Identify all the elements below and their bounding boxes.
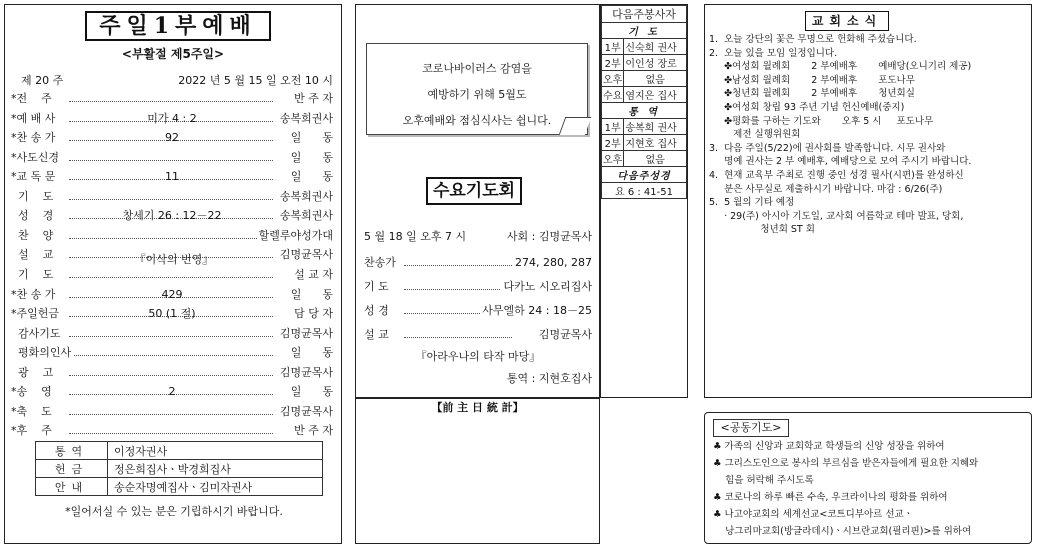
service-info-row: [11, 73, 333, 89]
wednesday-date-row: [364, 229, 592, 245]
order-row: [11, 423, 333, 439]
wednesday-interpreter: 통역 : 지현호집사: [506, 372, 592, 385]
order-row: [11, 404, 333, 420]
news-line: 5. 5 월의 기타 예정: [709, 197, 795, 209]
order-row: [11, 267, 333, 283]
dotted-leader: [69, 414, 273, 415]
wednesday-label: 찬송가: [364, 256, 396, 269]
order-label: *축 도: [11, 404, 52, 418]
news-line: 분은 사무실로 제출하시기 바랍니다. 마감 : 6/26(주): [709, 183, 943, 195]
wednesday-row: [364, 327, 592, 343]
news-line: ✤청년회 월례회 2 부예배후 청년회실: [709, 88, 915, 100]
notice-line: 예방하기 위해 5월도: [427, 88, 527, 101]
wednesday-value: 사무엘하 24 : 18－25: [482, 304, 592, 317]
wednesday-title: 수요기도회: [426, 177, 522, 205]
order-label: *전 주: [11, 92, 52, 105]
servant-name: 지현호 집사: [624, 135, 687, 151]
next-scripture: 요 6 : 41-51: [602, 183, 687, 199]
bulletin-subtitle: <부활절 제5주일>: [121, 47, 225, 61]
order-label: 평화의인사: [11, 346, 72, 359]
order-row: [11, 169, 333, 185]
credit-label: 안내: [36, 478, 108, 496]
servant-row: [602, 151, 687, 167]
order-person: 김명균목사: [279, 248, 333, 261]
order-row: [11, 150, 333, 166]
news-line: 청년회 ST 회: [709, 224, 815, 236]
prayer-line: 낭그리마교회(방글라데시)ㆍ시브란교회(필리핀)>를 위하여: [713, 526, 972, 537]
order-person: 송복희권사: [279, 111, 333, 125]
order-row: [11, 91, 333, 107]
servant-name: 없음: [624, 151, 687, 167]
order-label: *예 배 사: [11, 111, 56, 125]
servant-name: 이인성 장로: [624, 55, 687, 71]
order-label: *찬 송 가: [11, 287, 56, 301]
order-detail: 2: [168, 385, 176, 398]
servant-label: 2부: [602, 135, 624, 151]
servant-label: 오후: [602, 71, 624, 87]
notice-line: 오후예배와 점심식사는 쉽니다.: [402, 114, 552, 127]
dotted-leader: [69, 199, 273, 200]
prayer-line: ♣ 그리스도인으로 봉사의 부르심을 받은자들에게 필요한 지혜와: [713, 458, 979, 469]
scripture-heading: 다음주성경: [602, 167, 687, 183]
wednesday-row: [364, 303, 592, 319]
servant-label: 2부: [602, 55, 624, 71]
weekly-report-title: 【前 主 日 統 計】: [431, 401, 524, 414]
order-row: [11, 384, 333, 400]
order-person: 일 동: [290, 385, 333, 398]
news-line: ✤여성회 창립 93 주년 기념 헌신예배(중지): [709, 102, 905, 113]
servant-row: [602, 39, 687, 55]
wednesday-value: 김명균목사: [538, 328, 592, 341]
dotted-leader: [69, 336, 273, 337]
dotted-leader: [69, 355, 273, 356]
credit-value: 이정자권사: [108, 442, 323, 460]
credit-label: 통역: [36, 442, 108, 460]
wednesday-label: 기 도: [364, 280, 389, 293]
order-person: 설 교 자: [294, 268, 333, 281]
dotted-leader: [404, 289, 512, 290]
dotted-leader: [69, 101, 273, 102]
servant-row: [602, 55, 687, 71]
servant-label: 1부: [602, 119, 624, 135]
church-news-panel: [704, 4, 1032, 398]
prayer-line: ♣ 나고야교회의 세계선교<코트디부아르 선교ㆍ: [713, 509, 913, 520]
covid-notice: [366, 43, 588, 135]
dotted-leader: [404, 337, 512, 338]
dotted-leader: [69, 433, 273, 434]
order-row: [11, 287, 333, 303]
prayer-heading: 기 도: [602, 23, 687, 39]
servant-name: 없음: [624, 71, 687, 87]
dotted-leader: [69, 277, 273, 278]
servant-label: 1부: [602, 39, 624, 55]
order-person: 송복희권사: [279, 189, 333, 203]
order-person: 할렐루야성가대: [258, 228, 333, 242]
prayer-line: 힘을 허락해 주시도록: [713, 475, 814, 486]
order-detail: 11: [165, 170, 179, 183]
news-line: ✤평화를 구하는 기도와 오후 5 시 포도나무: [709, 115, 934, 127]
credit-row: [36, 460, 323, 478]
wednesday-date: 5 월 18 일 오후 7 시: [364, 230, 467, 243]
order-person: 반 주 자: [294, 92, 333, 105]
order-row: [11, 345, 333, 361]
order-label: *교 독 문: [11, 170, 56, 183]
order-person: 일 동: [290, 150, 333, 164]
order-label: 감사기도: [11, 326, 61, 340]
order-label: 기 도: [11, 268, 54, 281]
prayer-line: ♣ 코로나의 하루 빠른 수속, 우크라이나의 평화를 위하여: [713, 492, 948, 503]
order-label: 설 교: [11, 248, 54, 261]
news-line: · 29(주) 아시아 기도일, 교사회 여름학교 테마 발표, 당회,: [709, 210, 964, 222]
order-person: 김명균목사: [279, 326, 333, 340]
news-line: 2. 오늘 있을 모임 일정입니다.: [709, 47, 838, 59]
news-line: ✤남성회 월례회 2 부예배후 포도나무: [709, 74, 915, 86]
wednesday-leader: 사회 : 김명균목사: [506, 230, 592, 243]
credits-table: [35, 441, 323, 496]
order-detail: 창세기 26 : 12－22: [122, 209, 222, 222]
news-line: ✤여성회 월례회 2 부예배후 예배당(오니기리 제공): [709, 61, 972, 73]
servant-label: 수요: [602, 87, 624, 103]
order-label: *찬 송 가: [11, 131, 56, 144]
wednesday-row: [364, 255, 592, 271]
servant-name: 신숙희 권사: [624, 39, 687, 55]
news-line: 1. 오늘 강단의 꽃은 무명으로 헌화해 주셨습니다.: [709, 34, 917, 45]
order-person: 반 주 자: [294, 424, 333, 437]
notice-line: 코로나바이러스 감염을: [422, 62, 532, 75]
news-line: 명예 권사는 2 부 예배후, 예배당으로 모여 주시기 바랍니다.: [709, 156, 972, 168]
credit-label: 헌금: [36, 460, 108, 478]
order-row: [11, 306, 333, 322]
order-label: 성 경: [11, 209, 54, 222]
news-title: 교회소식: [805, 11, 889, 31]
wednesday-label: 설 교: [364, 328, 389, 341]
dotted-leader: [69, 375, 273, 376]
order-row: [11, 130, 333, 146]
weekly-report-panel: [355, 398, 600, 544]
wednesday-value: 274, 280, 287: [515, 256, 592, 269]
wednesday-value: 다카노 시오리집사: [503, 280, 592, 293]
interp-heading: 통 역: [602, 103, 687, 119]
order-detail: 92: [165, 131, 179, 144]
servant-row: [602, 71, 687, 87]
order-person: 김명균목사: [279, 404, 333, 418]
news-line: 제전 실행위원회: [709, 129, 801, 141]
servants-table: [601, 5, 687, 199]
credit-value: 송순자명예집사ㆍ김미자권사: [108, 478, 323, 496]
order-detail: 429: [161, 287, 183, 301]
servant-row: [602, 135, 687, 151]
order-person: 일 동: [290, 131, 333, 144]
order-row: [11, 228, 333, 244]
page-curl-icon: [559, 117, 592, 135]
order-label: *송 영: [11, 385, 52, 398]
dotted-leader: [69, 238, 273, 239]
service-datetime: 2022 년 5 월 15 일 오전 10 시: [178, 74, 333, 87]
wednesday-row: [364, 279, 592, 295]
order-person: 일 동: [290, 170, 333, 183]
order-label: 찬 양: [11, 228, 54, 242]
servants-header: 다음주봉사자: [602, 6, 687, 23]
servant-name: 송복희 권사: [624, 119, 687, 135]
order-row: [11, 365, 333, 381]
order-row: [11, 208, 333, 224]
wednesday-panel: [355, 4, 600, 398]
order-label: *주일헌금: [11, 307, 60, 320]
credit-row: [36, 478, 323, 496]
order-detail: 미가 4 : 2: [147, 111, 197, 125]
prayer-title: <공동기도>: [713, 419, 789, 437]
prayer-line: ♣ 가족의 신앙과 교회학교 학생들의 신앙 성장을 위하여: [713, 441, 945, 452]
order-label: 기 도: [11, 189, 54, 203]
credit-value: 정은희집사ㆍ박경희집사: [108, 460, 323, 478]
servant-row: [602, 87, 687, 103]
service-order-panel: [4, 4, 342, 544]
bulletin-title: 주일1부예배: [85, 11, 271, 41]
servant-row: [602, 119, 687, 135]
servant-label: 오후: [602, 151, 624, 167]
order-person: 일 동: [290, 287, 333, 301]
servant-name: 염지은 집사: [624, 87, 687, 103]
wednesday-sermon-title: 『아라우나의 타작 마당』: [415, 350, 541, 363]
order-label: *사도신경: [11, 150, 60, 164]
order-detail: 50 (1 절): [148, 307, 196, 320]
wednesday-label: 성 경: [364, 304, 389, 317]
order-row: [11, 189, 333, 205]
order-person: 일 동: [290, 346, 333, 359]
standing-note: *일어서실 수 있는 분은 기립하시기 바랍니다.: [65, 505, 283, 518]
dotted-leader: [69, 160, 273, 161]
order-row: [11, 111, 333, 127]
sermon-title: 『이삭의 번영』: [134, 253, 214, 266]
order-row: [11, 326, 333, 342]
servants-panel: [600, 4, 688, 398]
order-label: 광 고: [11, 365, 54, 379]
news-line: 4. 현재 교육부 주최로 진행 중인 성경 필사(시편)를 완성하신: [709, 170, 964, 181]
week-number: 제 20 주: [21, 74, 64, 87]
order-label: *후 주: [11, 424, 52, 437]
order-person: 담 당 자: [294, 307, 333, 320]
dotted-leader: [404, 265, 512, 266]
order-person: 김명균목사: [279, 365, 333, 379]
credit-row: [36, 442, 323, 460]
common-prayer-panel: [704, 412, 1032, 544]
order-person: 송복희권사: [279, 209, 333, 222]
news-line: 3. 다음 주일(5/22)에 권사회를 발족합니다. 시무 권사와: [709, 142, 946, 154]
